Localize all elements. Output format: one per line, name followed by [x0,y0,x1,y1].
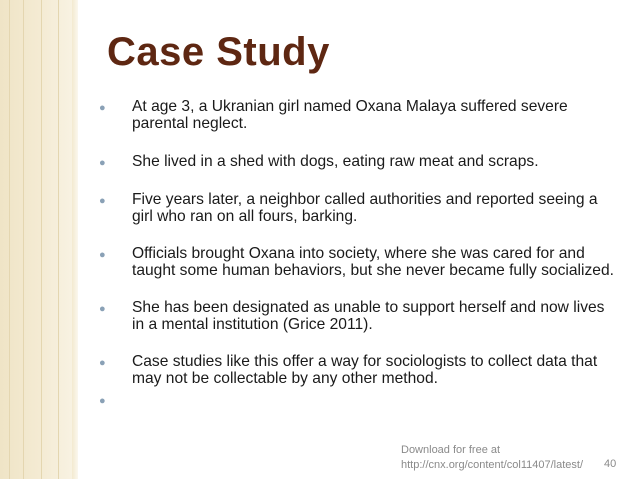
bullet-text: She lived in a shed with dogs, eating raw meat and scraps. [132,153,539,170]
bullet-item [96,153,616,170]
bullet-dot-icon: ● [99,395,106,407]
bullet-dot-icon: ● [99,157,106,169]
bullet-text: Officials brought Oxana into society, where she was cared for and taught some human behaviors, but she never became fully socialized. [132,245,614,279]
bullet-dot-icon: ● [99,249,106,261]
bullet-dot-icon: ● [99,195,106,207]
decorative-side-band [0,0,72,479]
bullet-dot-icon: ● [99,357,106,369]
bullet-text: Five years later, a neighbor called authorities and reported seeing a girl who ran on all fours, barking. [132,191,598,225]
footer-download-link[interactable] [401,443,583,473]
bullet-item [96,98,616,132]
side-band-edge [72,0,78,479]
bullet-dot-icon: ● [99,102,106,114]
slide-title: Case Study [107,30,330,74]
bullet-item [96,245,616,279]
bullet-text: Case studies like this offer a way for sociologists to collect data that may not be collectable by any other method. [132,353,598,387]
bullet-dot-icon: ● [99,303,106,315]
bullet-text: At age 3, a Ukranian girl named Oxana Malaya suffered severe parental neglect. [132,98,568,132]
bullet-text: She has been designated as unable to support herself and now lives in a mental institution (Grice 2011). [132,299,605,333]
footer-line-1: Download for free at [401,444,501,456]
bullet-item [96,299,616,333]
bullet-list [96,98,616,407]
bullet-item [96,353,616,387]
page-number: 40 [604,458,617,470]
bullet-item [96,191,616,225]
footer-line-2: http://cnx.org/content/col11407/latest/ [401,459,584,471]
